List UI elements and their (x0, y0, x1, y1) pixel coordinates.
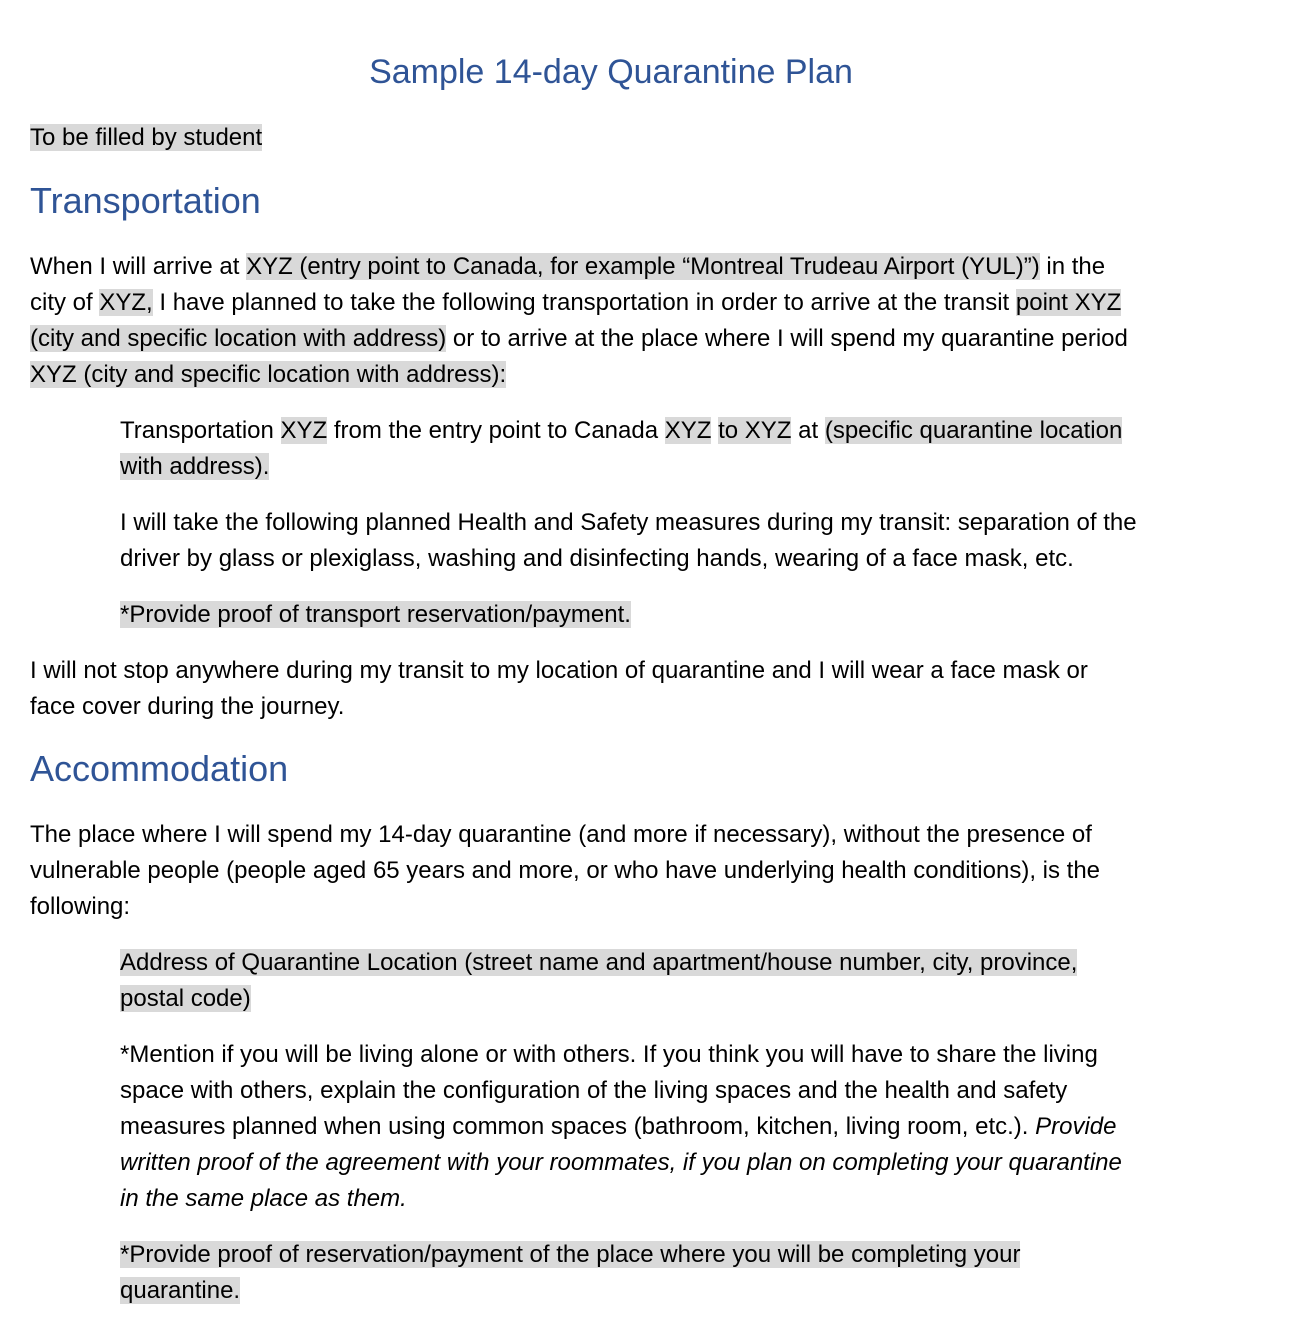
transit-location-field: (city and specific location with address) (30, 325, 447, 352)
transport-proof-note: *Provide proof of transport reservation/payment. (120, 601, 631, 628)
text-run: measures planned when using common spaces (bathroom, kitchen, living room, etc.). (120, 1113, 1036, 1140)
text-run: I have planned to take the following transportation in order to arrive at the transit (152, 289, 1016, 316)
text-run: at (791, 417, 825, 444)
accommodation-proof-line-1 (120, 1237, 1020, 1273)
address-field: Address of Quarantine Location (street name and apartment/house number, city, province, (120, 949, 1078, 976)
mention-line-3 (120, 1109, 1116, 1145)
italic-run: in the same place as them. (120, 1185, 407, 1212)
transport-intro-line-4 (30, 357, 506, 393)
from-field: XYZ (664, 417, 712, 444)
transport-item-1-line-1 (120, 413, 1122, 449)
transportation-heading: Transportation (30, 180, 261, 221)
italic-run: Provide (1035, 1113, 1117, 1140)
text-run: from the entry point to Canada (327, 417, 665, 444)
transport-intro-line-2 (30, 285, 1121, 321)
text-run: Transportation (120, 417, 281, 444)
transport-mode-field: XYZ (280, 417, 328, 444)
quarantine-period-location-field: XYZ (city and specific location with address): (30, 361, 507, 388)
transport-intro-line-3 (30, 321, 1128, 357)
accommodation-proof-line-2 (120, 1273, 240, 1309)
transport-intro-line-1 (30, 249, 1105, 285)
transport-proof-line (120, 597, 631, 633)
address-field-cont: postal code) (120, 985, 251, 1012)
accommodation-intro-line-3: following: (30, 893, 131, 920)
italic-run: written proof of the agreement with your roommates, if you plan on completing your quarantine (120, 1149, 1122, 1176)
text-run: When I will arrive at (30, 253, 247, 280)
transport-item-2-line-1: I will take the following planned Health and Safety measures during my transit: separation of the (120, 509, 1137, 536)
to-field: to XYZ (718, 417, 792, 444)
mention-line-4 (120, 1145, 1122, 1181)
mention-line-1: *Mention if you will be living alone or with others. If you think you will have to share the living (120, 1041, 1098, 1068)
accommodation-intro-line-1: The place where I will spend my 14-day quarantine (and more if necessary), without the presence of (30, 821, 1092, 848)
transport-item-2-line-2: driver by glass or plexiglass, washing and disinfecting hands, wearing of a face mask, etc. (120, 545, 1074, 572)
specific-location-field: (specific quarantine location (824, 417, 1123, 444)
transport-closing-line-2: face cover during the journey. (30, 693, 345, 720)
accommodation-heading: Accommodation (30, 748, 289, 789)
city-field: XYZ, (99, 289, 153, 316)
transport-item-1-line-2 (120, 449, 269, 485)
transport-closing-line-1: I will not stop anywhere during my transit to my location of quarantine and I will wear a face mask or (30, 657, 1088, 684)
specific-location-field-cont: with address). (120, 453, 270, 480)
accommodation-intro-line-2: vulnerable people (people aged 65 years and more, or who have underlying health conditions), is the (30, 857, 1101, 884)
text-run: city of (30, 289, 100, 316)
subtitle-line (30, 120, 262, 156)
entry-point-field: XYZ (entry point to Canada, for example “Montreal Trudeau Airport (YUL)”) (246, 253, 1040, 280)
text-run: or to arrive at the place where I will spend my quarantine period (446, 325, 1128, 352)
address-line-1 (120, 945, 1077, 981)
document-title: Sample 14-day Quarantine Plan (369, 53, 853, 91)
mention-line-2: space with others, explain the configuration of the living spaces and the health and safety (120, 1077, 1068, 1104)
transit-point-field: point XYZ (1015, 289, 1122, 316)
text-run: in the (1039, 253, 1106, 280)
subtitle: To be filled by student (30, 124, 263, 151)
accommodation-proof-note: *Provide proof of reservation/payment of the place where you will be completing your (120, 1241, 1021, 1268)
address-line-2 (120, 981, 251, 1017)
mention-line-5 (120, 1181, 407, 1217)
accommodation-proof-note-cont: quarantine. (120, 1277, 241, 1304)
